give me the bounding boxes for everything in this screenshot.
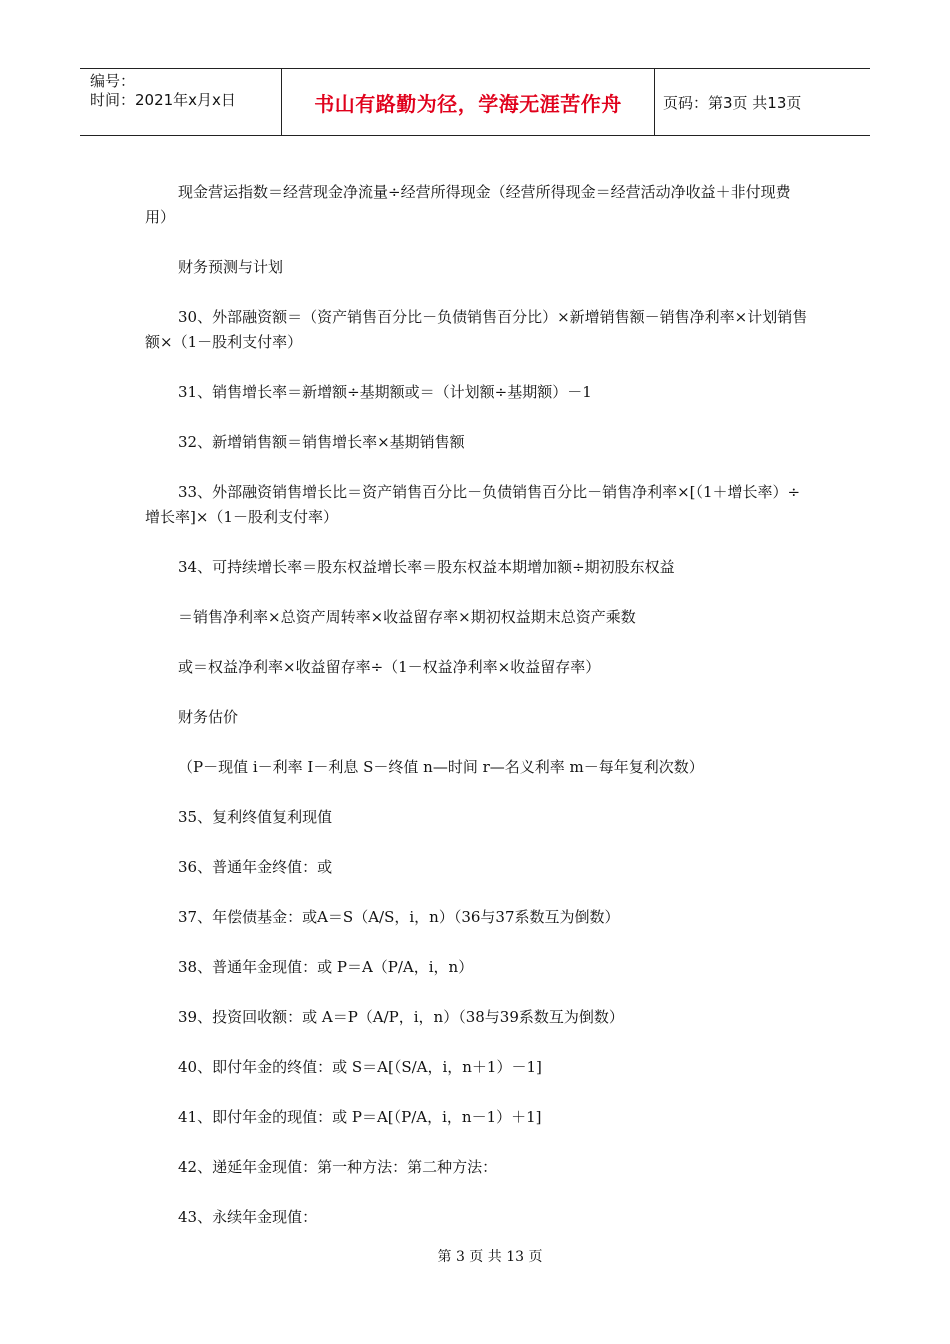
formula-34-cont: ＝销售净利率×总资产周转率×收益留存率×期初权益期末总资产乘数 [178,608,636,626]
section-heading: 财务估价 [178,708,239,726]
formula-35: 35、复利终值复利现值 [178,808,333,826]
header-meta-cell [80,69,282,135]
formula-41: 41、即付年金的现值：或 P＝A[（P/A，i，n－1）＋1] [178,1108,542,1126]
formula-30: 30、外部融资额＝（资产销售百分比－负债销售百分比）×新增销售额－销售净利率×计划销售额×（1－股利支付率） [145,308,808,351]
serial-number-label: 编号： [90,72,136,90]
header-motto: 书山有路勤为径，学海无涯苦作舟 [282,69,655,135]
formula-31: 31、销售增长率＝新增额÷基期额或＝（计划额÷基期额）－1 [178,383,592,401]
formula-38: 38、普通年金现值：或 P＝A（P/A，i，n） [178,958,474,976]
page-footer: 第 3 页 共 13 页 [437,1249,543,1265]
formula-34: 34、可持续增长率＝股东权益增长率＝股东权益本期增加额÷期初股东权益 [178,558,675,576]
formula-36: 36、普通年金终值：或 [178,858,333,876]
page-header [80,68,870,136]
date-label: 时间：2021年x月x日 [90,91,236,109]
formula-32: 32、新增销售额＝销售增长率×基期销售额 [178,433,465,451]
formula-40: 40、即付年金的终值：或 S＝A[（S/A，i，n＋1）－1] [178,1058,542,1076]
formula-37: 37、年偿债基金：或A＝S（A/S，i，n）（36与37系数互为倒数） [178,908,620,926]
paragraph: 现金营运指数＝经营现金净流量÷经营所得现金（经营所得现金＝经营活动净收益＋非付现费用） [145,183,791,226]
formula-33: 33、外部融资销售增长比＝资产销售百分比－负债销售百分比－销售净利率×[（1＋增长率）÷增长率]×（1－股利支付率） [145,483,801,526]
formula-39: 39、投资回收额：或 A＝P（A/P，i，n）（38与39系数互为倒数） [178,1008,624,1026]
symbol-legend: （P－现值 i－利率 I－利息 S－终值 n—时间 r—名义利率 m－每年复利次数） [178,758,704,776]
formula-43: 43、永续年金现值： [178,1208,318,1226]
header-page-info: 页码：第3页 共13页 [663,93,802,112]
document-body [145,180,810,1255]
formula-34-alt: 或＝权益净利率×收益留存率÷（1－权益净利率×收益留存率） [178,658,601,676]
formula-42: 42、递延年金现值：第一种方法：第二种方法： [178,1158,498,1176]
section-heading: 财务预测与计划 [178,258,284,276]
